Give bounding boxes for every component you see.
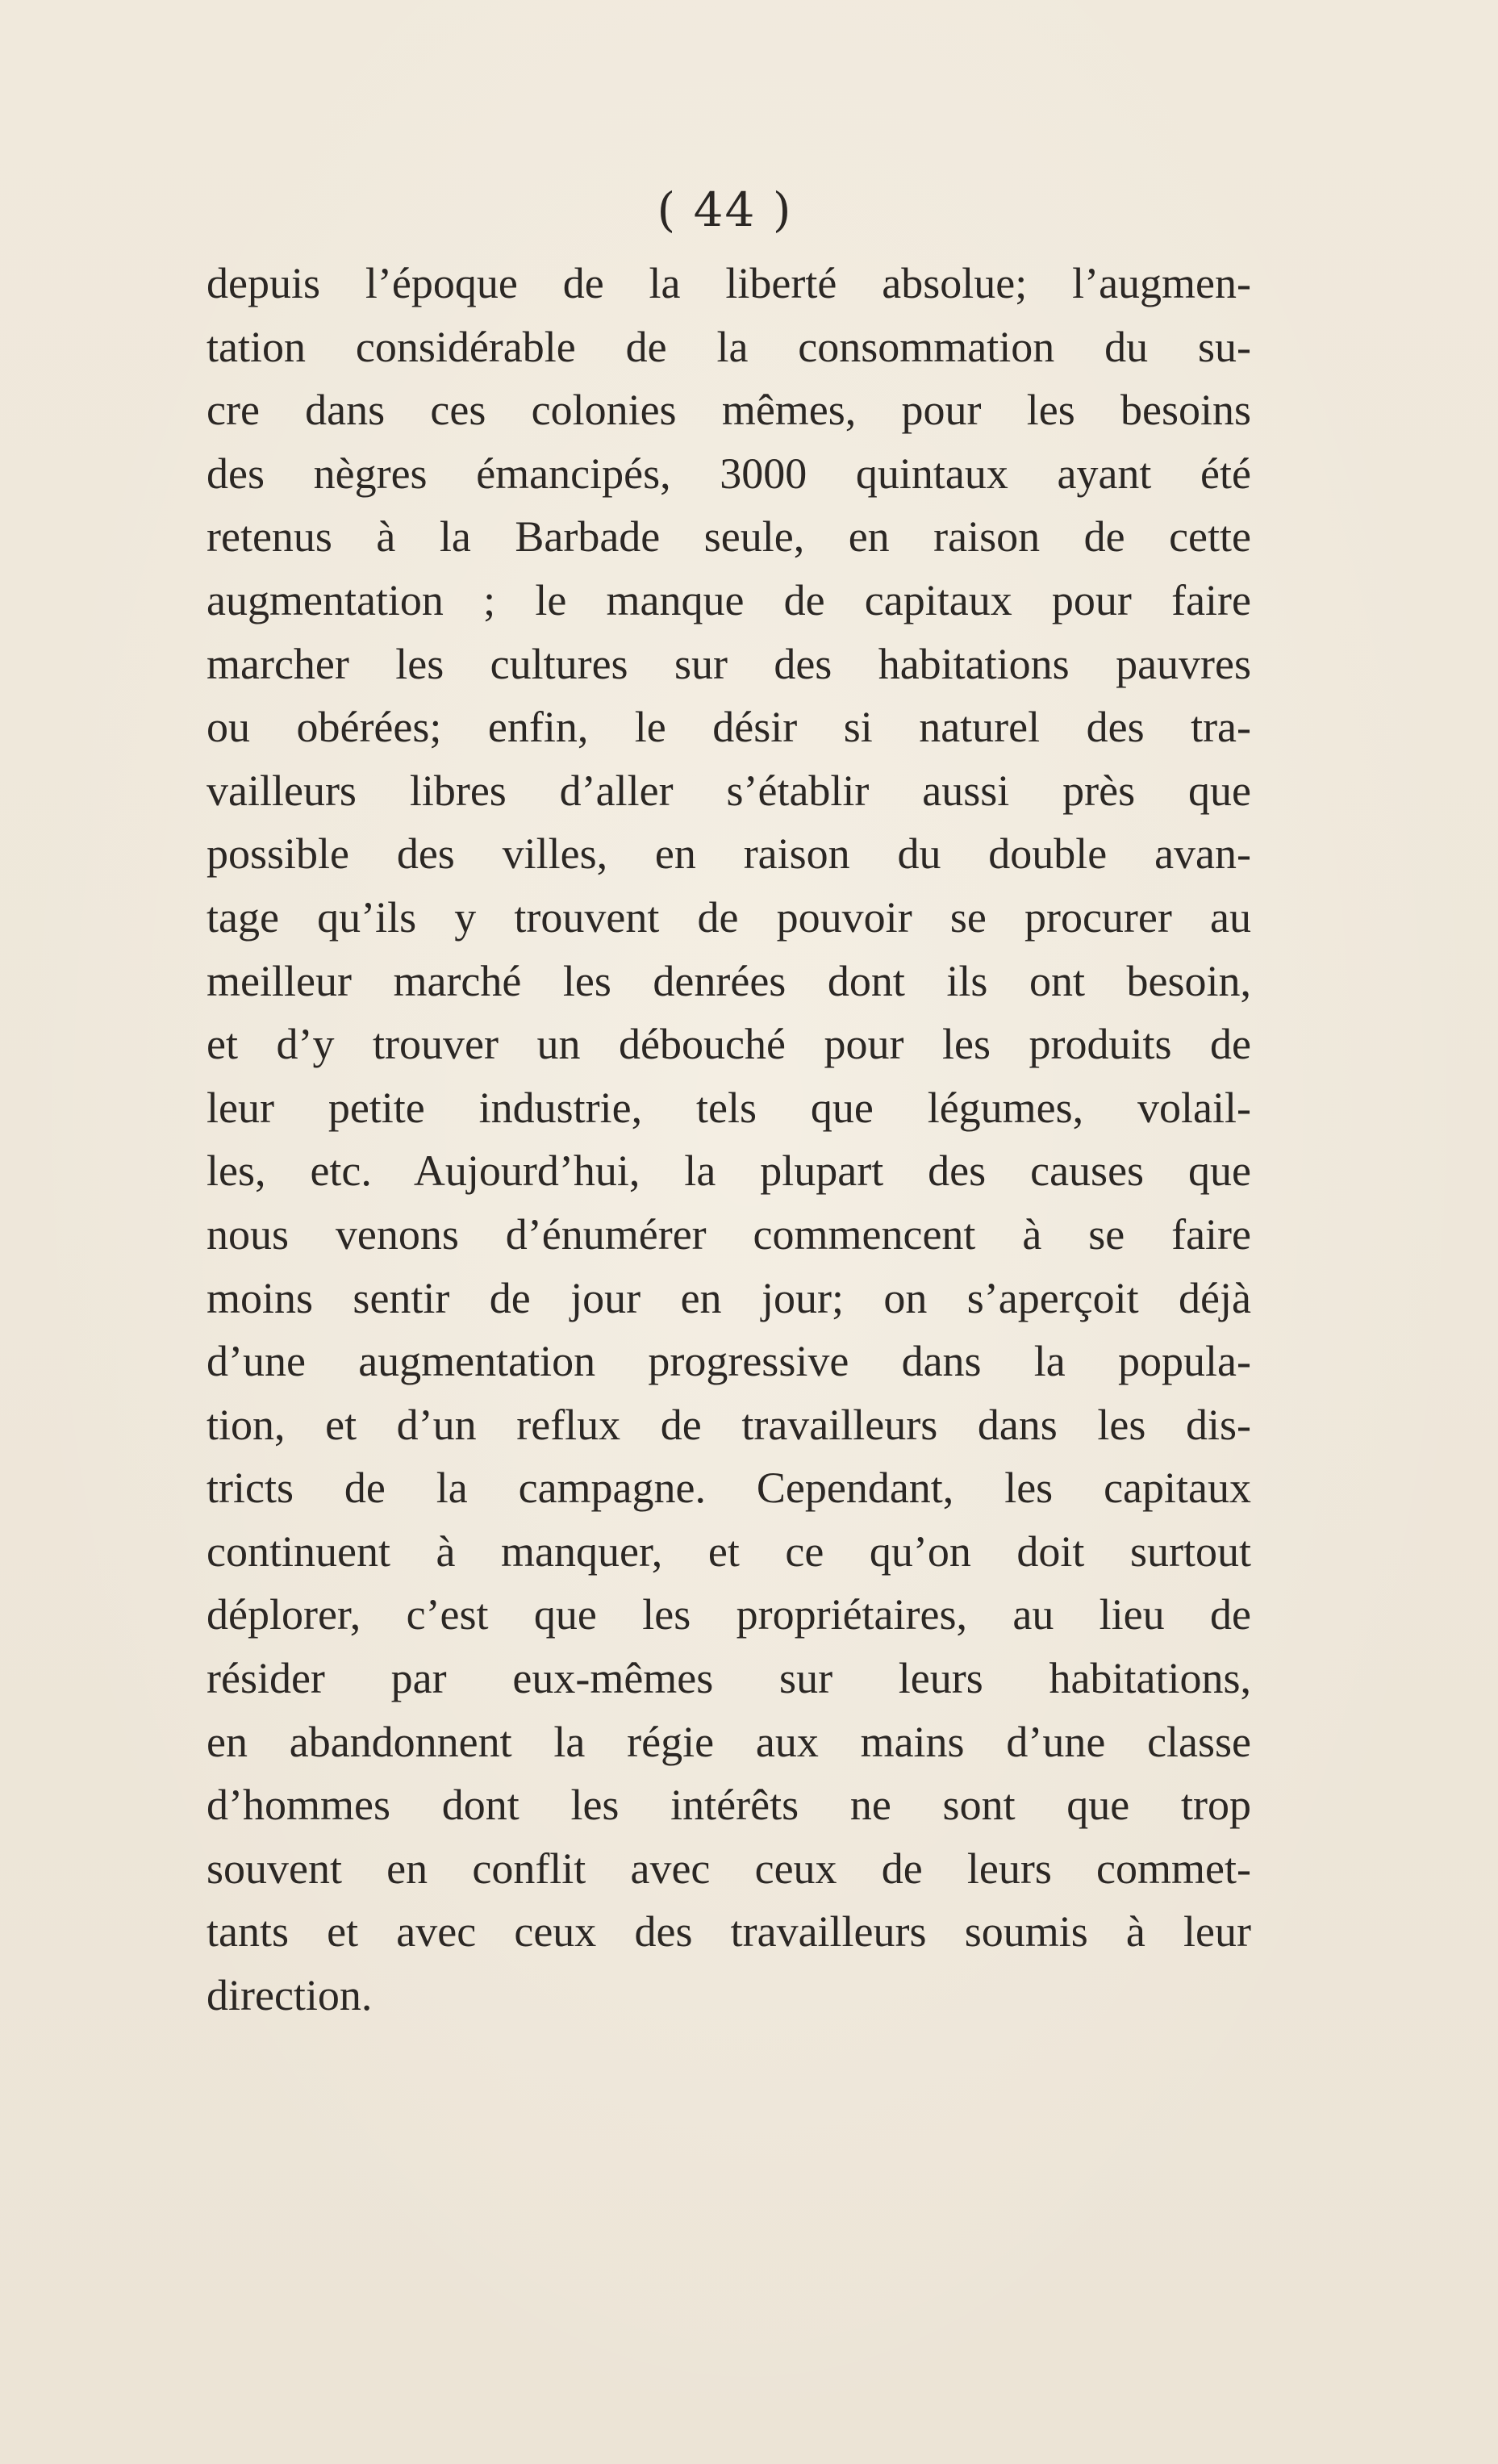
text-line: cre dans ces colonies mêmes, pour les besoins [207, 386, 1251, 435]
text-line: augmentation ; le manque de capitaux pour faire [207, 575, 1251, 624]
text-line: moins sentir de jour en jour; on s’aperçoit déjà [207, 1273, 1251, 1322]
text-line: tation considérable de la consommation du su- [207, 322, 1251, 371]
text-line: possible des villes, en raison du double avan- [207, 829, 1251, 879]
text-line: tage qu’ils y trouvent de pouvoir se procurer au [207, 892, 1251, 942]
text-line: continuent à manquer, et ce qu’on doit surtout [207, 1526, 1251, 1576]
text-line-last: direction. [207, 1971, 373, 2020]
text-line: résider par eux-mêmes sur leurs habitations, [207, 1654, 1251, 1703]
text-line: leur petite industrie, tels que légumes, volail- [207, 1083, 1251, 1132]
text-line: meilleur marché les denrées dont ils ont besoin, [207, 956, 1251, 1005]
text-line: en abandonnent la régie aux mains d’une classe [207, 1717, 1251, 1766]
text-line: et d’y trouver un débouché pour les produits de [207, 1020, 1251, 1069]
text-line: tants et avec ceux des travailleurs soumis à leur [207, 1907, 1251, 1957]
text-line: souvent en conflit avec ceux de leurs commet- [207, 1844, 1251, 1893]
text-line: retenus à la Barbade seule, en raison de cette [207, 512, 1251, 562]
text-line: les, etc. Aujourd’hui, la plupart des causes que [207, 1146, 1251, 1196]
text-line: depuis l’époque de la liberté absolue; l’augmen- [207, 259, 1251, 307]
text-line: marcher les cultures sur des habitations pauvres [207, 639, 1251, 688]
text-line: vailleurs libres d’aller s’établir aussi près que [207, 766, 1251, 815]
text-line: nous venons d’énumérer commencent à se faire [207, 1209, 1251, 1259]
body-text [207, 252, 1251, 2028]
text-line: tion, et d’un reflux de travailleurs dans les dis- [207, 1400, 1251, 1449]
text-line: ou obérées; enfin, le désir si naturel des tra- [207, 703, 1251, 752]
text-line: tricts de la campagne. Cependant, les capitaux [207, 1464, 1251, 1513]
text-line: d’une augmentation progressive dans la popula- [207, 1337, 1251, 1386]
page-number: ( 44 ) [657, 182, 793, 237]
text-line: des nègres émancipés, 3000 quintaux ayant été [207, 449, 1251, 498]
text-line: déplorer, c’est que les propriétaires, au lieu de [207, 1590, 1251, 1639]
text-line: d’hommes dont les intérêts ne sont que trop [207, 1781, 1251, 1830]
